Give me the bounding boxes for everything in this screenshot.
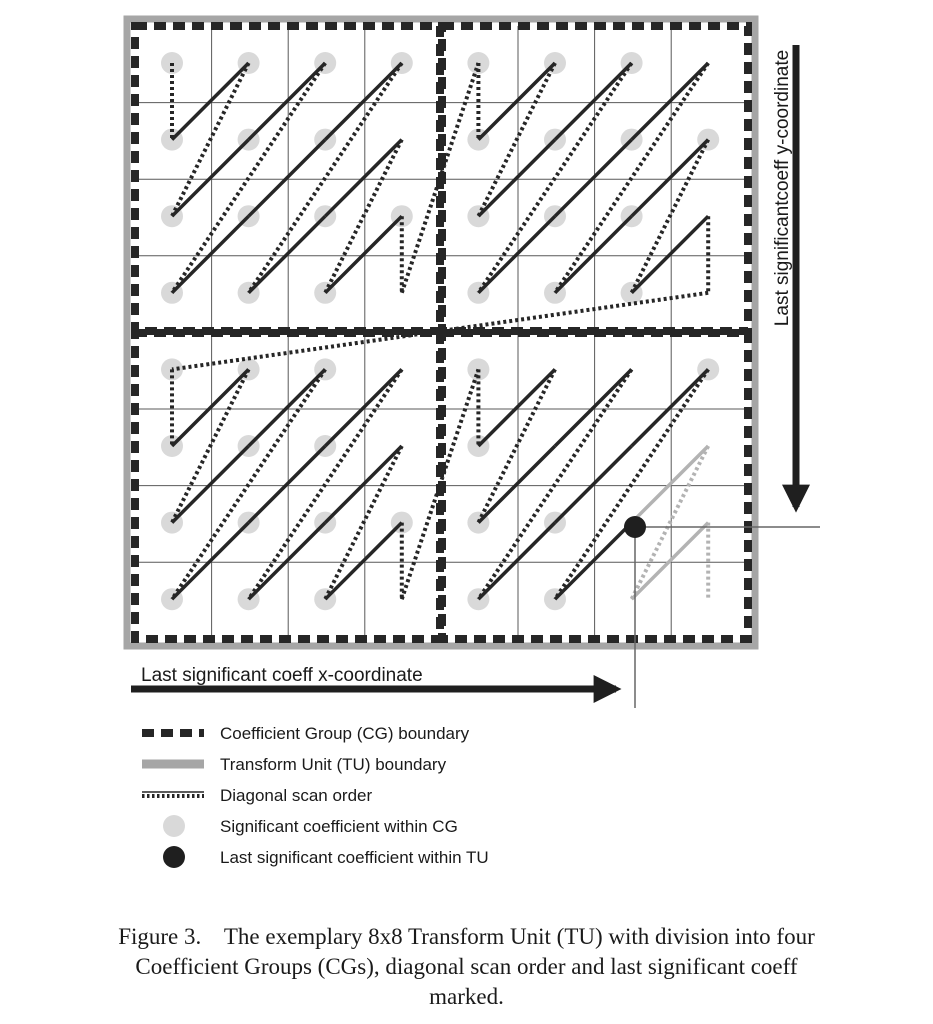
scan-transition	[555, 369, 708, 599]
scan-diagonal	[249, 216, 326, 293]
legend-scan-label: Diagonal scan order	[220, 786, 373, 805]
scan-diagonal	[478, 140, 555, 217]
scan-transition	[325, 140, 402, 293]
scan-transition	[172, 63, 325, 293]
caption-line-3: marked.	[429, 984, 504, 1009]
scan-diagonal	[325, 140, 402, 217]
scan-diagonal	[478, 446, 555, 523]
scan-transition	[249, 63, 402, 293]
scan-diagonal	[325, 63, 402, 140]
scan-diagonal	[555, 63, 632, 140]
scan-diagonal	[325, 369, 402, 446]
scan-diagonal	[632, 140, 709, 217]
scan-diagonal	[172, 216, 249, 293]
scan-diagonal	[172, 523, 249, 600]
cg-boundaries	[135, 26, 748, 639]
last-significant-coefficient	[624, 516, 646, 538]
caption-line-1: Figure 3. The exemplary 8x8 Transform Unit (TU) with division into four	[118, 924, 815, 949]
scan-diagonal	[555, 140, 632, 217]
scan-transition	[172, 369, 325, 599]
scan-diagonal	[555, 216, 632, 293]
scan-diagonal	[325, 523, 402, 600]
scan-diagonal	[632, 216, 709, 293]
legend-significant-label: Significant coefficient within CG	[220, 817, 458, 836]
legend-cg-label: Coefficient Group (CG) boundary	[220, 724, 470, 743]
scan-diagonal	[555, 523, 632, 600]
scan-diagonal	[478, 369, 555, 446]
scan-diagonal	[478, 523, 555, 600]
caption-line-2: Coefficient Groups (CGs), diagonal scan order and last significant coeff	[135, 954, 798, 979]
scan-diagonal	[555, 446, 632, 523]
scan-diagonal	[249, 63, 326, 140]
scan-diagonal	[249, 369, 326, 446]
scan-diagonal	[172, 369, 249, 446]
scan-diagonal	[478, 63, 555, 140]
legend-significant-swatch	[163, 815, 185, 837]
scan-diagonal	[632, 63, 709, 140]
scan-diagonal	[249, 140, 326, 217]
scan-transition	[478, 369, 631, 599]
scan-diagonal	[172, 140, 249, 217]
scan-diagonal	[325, 446, 402, 523]
scan-transition	[478, 63, 631, 293]
scan-diagonal	[632, 369, 709, 446]
scan-diagonal	[555, 369, 632, 446]
scan-diagonal	[172, 63, 249, 140]
scan-diagonal	[632, 446, 709, 523]
scan-diagonal	[478, 216, 555, 293]
x-coordinate-label: Last significant coeff x-coordinate	[141, 665, 423, 686]
y-coordinate-label: Last significantcoeff y-coordinate	[772, 49, 793, 327]
scan-transition	[249, 369, 402, 599]
scan-diagonal	[249, 523, 326, 600]
scan-transition	[632, 140, 709, 293]
legend	[142, 724, 489, 868]
scan-transition	[555, 63, 708, 293]
legend-last-swatch	[163, 846, 185, 868]
scan-transition	[325, 446, 402, 599]
legend-tu-label: Transform Unit (TU) boundary	[220, 755, 447, 774]
legend-last-label: Last significant coefficient within TU	[220, 848, 489, 867]
scan-diagonal	[325, 216, 402, 293]
scan-diagonal	[249, 446, 326, 523]
scan-diagonal	[172, 446, 249, 523]
figure-caption	[0, 922, 933, 1012]
